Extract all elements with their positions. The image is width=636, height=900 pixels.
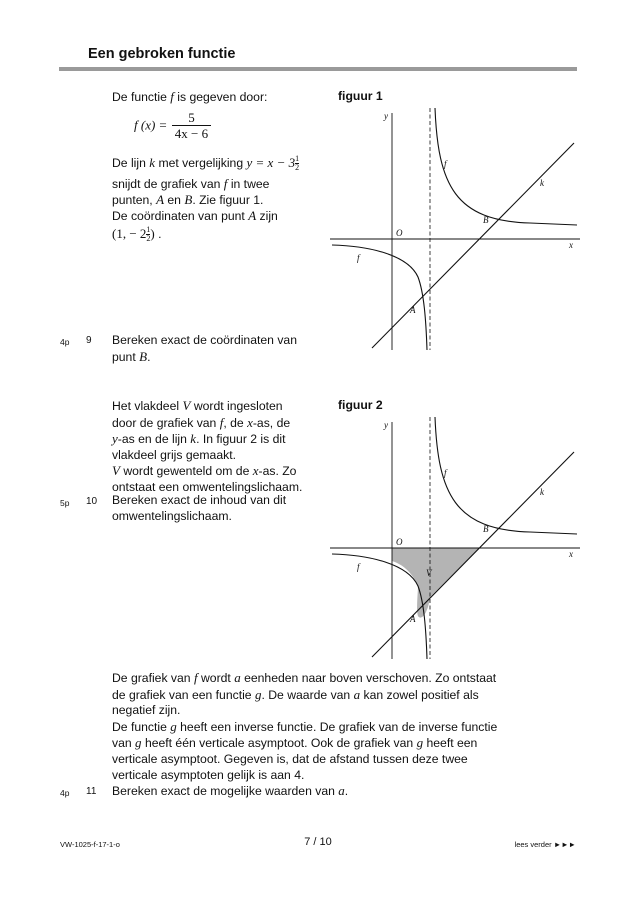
q10-points: 5p [60, 498, 70, 508]
section2-text: Het vlakdeel V wordt ingesloten door de grafiek van f, de x-as, de y-as en de lijn k. In figuur 2 is dit vlakdeel grijs gemaakt. V wordt gewenteld om de x-as. Zo ontstaat een omwentelingslichaam. [112, 398, 303, 494]
q9-points: 4p [60, 337, 70, 347]
region-v [392, 548, 479, 618]
footer-next: lees verder ►►► [514, 840, 576, 849]
q10-text: Bereken exact de inhoud van dit omwentelingslichaam. [112, 493, 287, 523]
q9-text: Bereken exact de coördinaten van punt B. [112, 333, 297, 364]
q10-number: 10 [86, 496, 98, 507]
intro-line-2: snijdt de grafiek van f in twee [112, 176, 270, 191]
graph-f-right [435, 108, 577, 225]
intro-line-3: punten, A en B. Zie figuur 1. [112, 192, 264, 207]
point-a-coordinates: (1, − 2 $\frac{1}{2}$ ) . [112, 225, 162, 244]
figure-1 [330, 105, 580, 350]
graph-f-left [332, 245, 427, 350]
q9-number: 9 [86, 335, 92, 346]
intro-line-4: De coördinaten van punt A zijn [112, 208, 278, 223]
label-f-top: f [444, 159, 447, 169]
label-b: B [483, 215, 489, 225]
label-a: A [410, 305, 416, 315]
q11-text: Bereken exact de mogelijke waarden van a. [112, 783, 349, 798]
label-f-bottom: f [357, 562, 360, 572]
label-b: B [483, 524, 489, 534]
label-x: x [569, 240, 573, 250]
label-f-top: f [444, 468, 447, 478]
label-y: y [384, 111, 388, 121]
label-y: y [384, 420, 388, 430]
function-formula: f (x) = $\frac{5}{4x - 6}$ [134, 110, 211, 141]
intro-line-1: De functie f is gegeven door: [112, 89, 268, 104]
label-a: A [410, 614, 416, 624]
footer-code: VW-1025-f-17-1-o [60, 840, 120, 849]
label-v: V [426, 568, 432, 578]
page-title: Een gebroken functie [88, 46, 236, 62]
q11-number: 11 [86, 786, 97, 797]
figure-2 [330, 414, 580, 659]
label-origin: O [396, 537, 403, 547]
graph-f-right [435, 417, 577, 534]
figure-1-label: figuur 1 [338, 89, 383, 103]
label-origin: O [396, 228, 403, 238]
page-number: 7 / 10 [304, 836, 332, 848]
line-k [372, 143, 574, 348]
section3-text: De grafiek van f wordt a eenheden naar boven verschoven. Zo ontstaat de grafiek van een functie g. De waarde van a kan zowel positief als negatief zijn. De functie g heeft een inverse functie. De grafiek van de inverse functie van g heeft één verticale asymptoot. Ook de grafiek van g heeft een verticale asymptoot. Gegeven is, dat de afstand tussen deze twee verticale asymptoten gelijk is aan 4. [112, 670, 498, 782]
intro-line-k: De lijn k met vergelijking y = x − 3 $\frac{1}{2}$ [112, 154, 300, 173]
label-x: x [569, 549, 573, 559]
label-k: k [540, 487, 544, 497]
q11-points: 4p [60, 788, 70, 798]
figure-2-label: figuur 2 [338, 398, 383, 412]
label-k: k [540, 178, 544, 188]
label-f-bottom: f [357, 253, 360, 263]
header-divider [59, 67, 577, 71]
